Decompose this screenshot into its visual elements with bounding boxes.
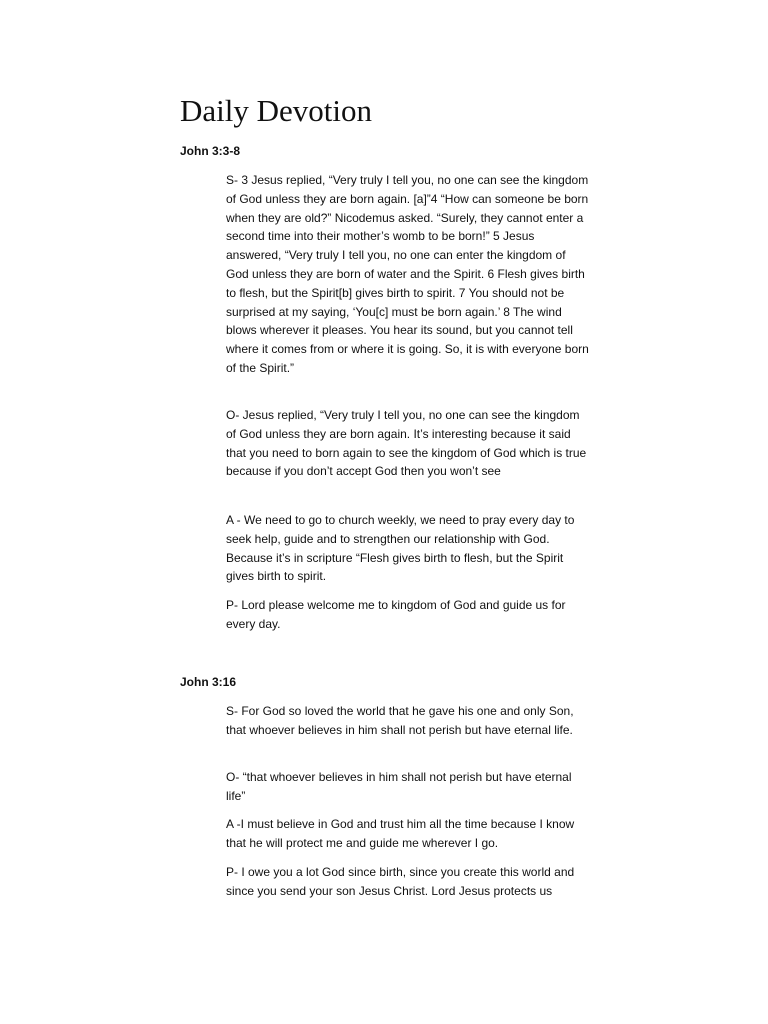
section-heading-john-3-16: John 3:16 xyxy=(180,675,237,689)
observation-paragraph: O- Jesus replied, “Very truly I tell you, no one can see the kingdom of God unless they are born again. It’s interesting because it said that you need to born again to see the kingdom of God which is true because if you don’t accept God then you won’t see xyxy=(226,408,587,479)
section-heading-john-3-3-8: John 3:3-8 xyxy=(180,144,241,158)
observation-paragraph: O- “that whoever believes in him shall not perish but have eternal life” xyxy=(226,770,572,803)
application-paragraph: A - We need to go to church weekly, we need to pray every day to seek help, guide and to strengthen our relationship with God. Because it’s in scripture “Flesh gives birth to flesh, but the Spirit gives birth to spirit. xyxy=(226,513,575,584)
scripture-paragraph: S- 3 Jesus replied, “Very truly I tell you, no one can see the kingdom of God unless they are born again. [a]”4 “How can someone be born when they are old?” Nicodemus asked. “Surely, they cannot enter a second time into their mother’s womb to be born!” 5 Jesus answered, “Very truly I tell you, no one can enter the kingdom of God unless they are born of water and the Spirit. 6 Flesh gives birth to flesh, but the Spirit[b] gives birth to spirit. 7 You should not be surprised at my saying, ‘You[c] must be born again.’ 8 The wind blows wherever it pleases. You hear its sound, but you cannot tell where it comes from or where it is going. So, it is with everyone born of the Spirit.” xyxy=(226,173,589,375)
prayer-paragraph: P- I owe you a lot God since birth, since you create this world and since you send your son Jesus Christ. Lord Jesus protects us xyxy=(226,865,575,898)
scripture-paragraph: S- For God so loved the world that he gave his one and only Son, that whoever believes in him shall not perish but have eternal life. xyxy=(226,704,574,737)
document-title: Daily Devotion xyxy=(180,93,372,128)
prayer-paragraph: P- Lord please welcome me to kingdom of God and guide us for every day. xyxy=(226,598,566,631)
application-paragraph: A -I must believe in God and trust him all the time because I know that he will protect me and guide me wherever I go. xyxy=(226,817,575,850)
